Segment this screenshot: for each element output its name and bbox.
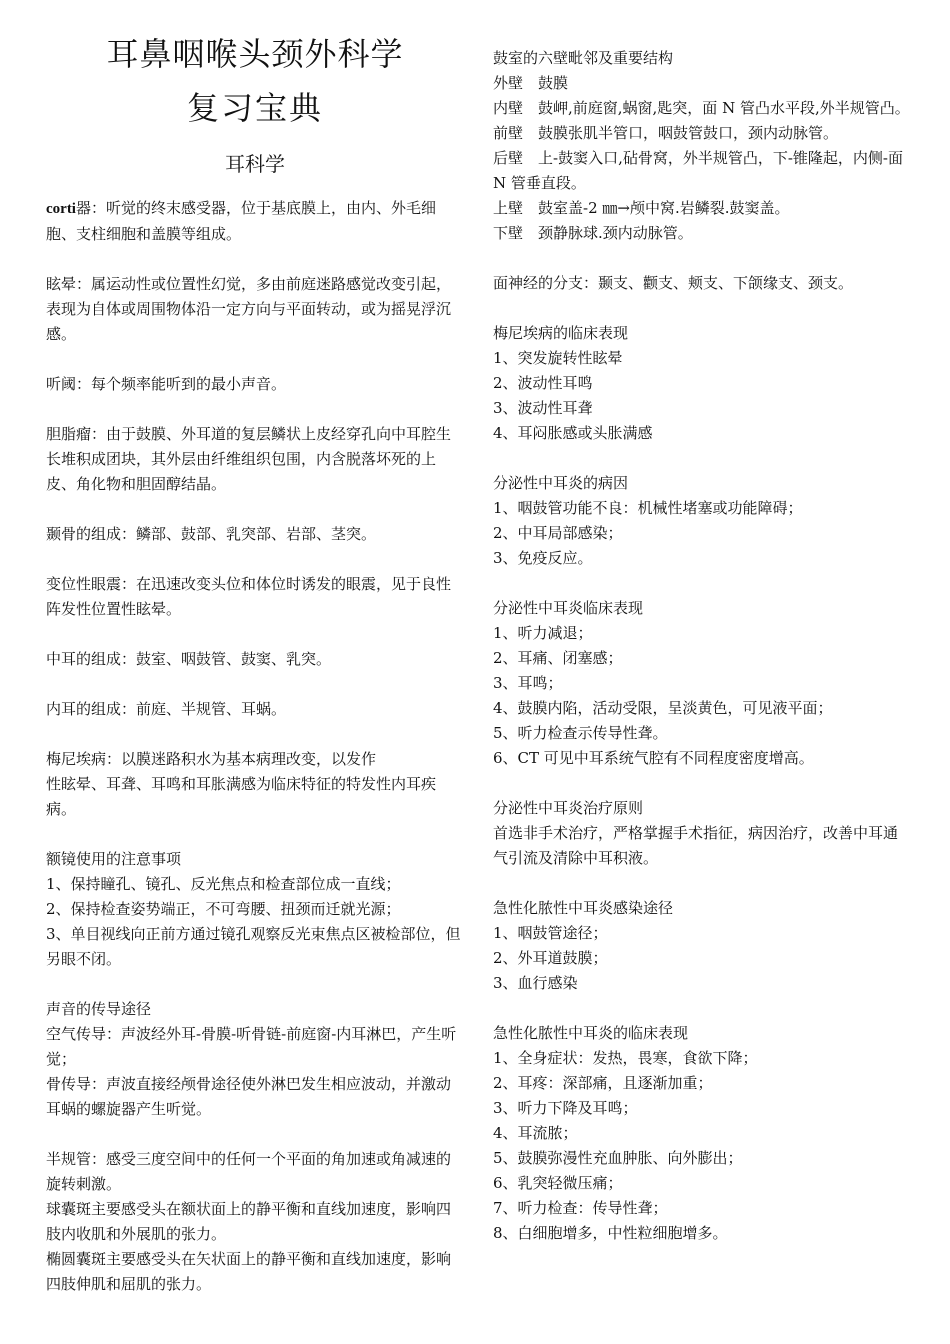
list-item: 内壁 鼓岬,前庭窗,蜗窗,匙突，面 N 管凸水平段,外半规管凸。 [493, 99, 910, 117]
list-item: 上壁 鼓室盖-2 ㎜→颅中窝.岩鳞裂.鼓窦盖。 [493, 199, 790, 217]
threshold-definition: 听阈：每个频率能听到的最小声音。 [46, 375, 287, 393]
list-item: 7、听力检查：传导性聋； [493, 1199, 668, 1217]
som-treatment-heading: 分泌性中耳炎治疗原则 [493, 799, 644, 817]
document-subtitle: 复习宝典 [186, 89, 323, 127]
vertigo-definition: 眩晕：属运动性或位置性幻觉，多由前庭迷路感觉改变引起，表现为自体或周围物体沿一定方向与平面转动，或为摇晃浮沉感。 [46, 275, 452, 343]
list-item: 外壁 鼓膜 [493, 74, 569, 92]
air-conduction: 空气传导：声波经外耳-骨膜-听骨链-前庭窗-内耳淋巴，产生听觉； [46, 1025, 457, 1068]
list-item: 4、耳流脓； [493, 1124, 578, 1142]
list-item: 3、单目视线向正前方通过镜孔观察反光束焦点区被检部位，但另眼不闭。 [46, 925, 461, 968]
inner-ear-parts: 内耳的组成：前庭、半规管、耳蜗。 [46, 700, 287, 718]
left-column [46, 196, 464, 1297]
list-item: 2、外耳道鼓膜； [493, 949, 608, 967]
list-item: 1、咽鼓管功能不良：机械性堵塞或功能障碍； [493, 499, 803, 517]
list-item: 5、鼓膜弥漫性充血肿胀、向外膨出； [493, 1149, 743, 1167]
document-title: 耳鼻咽喉头颈外科学 [106, 35, 404, 73]
list-item: 2、耳痛、闭塞感； [493, 649, 623, 667]
som-treatment-text: 首选非手术治疗，严格掌握手术指征，病因治疗，改善中耳通气引流及清除中耳积液。 [493, 824, 899, 867]
corti-term: corti [46, 201, 76, 217]
list-item: 3、听力下降及耳鸣； [493, 1099, 638, 1117]
som-clinical-heading: 分泌性中耳炎临床表现 [493, 599, 644, 617]
positional-nystagmus-definition: 变位性眼震：在迅速改变头位和体位时诱发的眼震，见于良性阵发性位置性眩晕。 [46, 575, 452, 618]
list-item: 4、耳闷胀感或头胀满感 [493, 424, 653, 442]
list-item: 2、波动性耳鸣 [493, 374, 593, 392]
list-item: 3、免疫反应。 [493, 549, 593, 567]
list-item: 3、血行感染 [493, 974, 578, 992]
list-item: 下壁 颈静脉球.颈内动脉管。 [493, 224, 693, 242]
list-item: 3、波动性耳聋 [493, 399, 593, 417]
list-item: 8、白细胞增多，中性粒细胞增多。 [493, 1224, 728, 1242]
facial-nerve-branches: 面神经的分支：颞支、颧支、颊支、下颌缘支、颈支。 [493, 274, 854, 292]
list-item: 1、全身症状：发热，畏寒，食欲下降； [493, 1049, 758, 1067]
list-item: 6、CT 可见中耳系统气腔有不同程度密度增高。 [493, 749, 814, 767]
tympanic-walls-heading: 鼓室的六壁毗邻及重要结构 [493, 49, 674, 67]
corti-definition [46, 196, 464, 247]
bone-conduction: 骨传导：声波直接经颅骨途径使外淋巴发生相应波动，并激动耳蜗的螺旋器产生听觉。 [46, 1075, 452, 1118]
right-column [493, 46, 911, 1246]
list-item: 1、突发旋转性眩晕 [493, 349, 623, 367]
saccule-definition: 球囊斑主要感受头在额状面上的静平衡和直线加速度，影响四肢内收肌和外展肌的张力。 [46, 1200, 452, 1243]
meniere-clinical-heading: 梅尼埃病的临床表现 [493, 324, 629, 342]
list-item: 6、乳突轻微压痛； [493, 1174, 623, 1192]
list-item: 前壁 鼓膜张肌半管口，咽鼓管鼓口，颈内动脉管。 [493, 124, 839, 142]
utricle-definition: 椭圆囊斑主要感受头在矢状面上的静平衡和直线加速度，影响四肢伸肌和屈肌的张力。 [46, 1250, 452, 1293]
list-item: 2、保持检查姿势端正，不可弯腰、扭颈而迁就光源； [46, 900, 401, 918]
temporal-bone-parts: 颞骨的组成：鳞部、鼓部、乳突部、岩部、茎突。 [46, 525, 377, 543]
list-item: 1、保持瞳孔、镜孔、反光焦点和检查部位成一直线； [46, 875, 401, 893]
list-item: 后壁 上-鼓窦入口,砧骨窝，外半规管凸，下-锥隆起，内侧-面 N 管垂直段。 [493, 149, 903, 192]
asom-clinical-heading: 急性化脓性中耳炎的临床表现 [493, 1024, 689, 1042]
meniere-definition-line2: 性眩晕、耳聋、耳鸣和耳胀满感为临床特征的特发性内耳疾病。 [46, 775, 437, 818]
section-title: 耳科学 [225, 152, 285, 176]
list-item: 4、鼓膜内陷，活动受限，呈淡黄色，可见液平面； [493, 699, 833, 717]
list-item: 2、中耳局部感染； [493, 524, 623, 542]
middle-ear-parts: 中耳的组成：鼓室、咽鼓管、鼓窦、乳突。 [46, 650, 332, 668]
sound-conduction-heading: 声音的传导途径 [46, 1000, 152, 1018]
list-item: 1、咽鼓管途径； [493, 924, 608, 942]
som-cause-heading: 分泌性中耳炎的病因 [493, 474, 629, 492]
list-item: 3、耳鸣； [493, 674, 563, 692]
asom-route-heading: 急性化脓性中耳炎感染途径 [493, 899, 674, 917]
semicircular-canal-definition: 半规管：感受三度空间中的任何一个平面的角加速或角减速的旋转刺激。 [46, 1150, 452, 1193]
meniere-definition-line1: 梅尼埃病：以膜迷路积水为基本病理改变，以发作 [46, 750, 377, 768]
list-item: 1、听力减退； [493, 624, 593, 642]
corti-text: 器：听觉的终末感受器，位于基底膜上，由内、外毛细胞、支柱细胞和盖膜等组成。 [46, 199, 436, 243]
list-item: 5、听力检查示传导性聋。 [493, 724, 668, 742]
mirror-heading: 额镜使用的注意事项 [46, 850, 182, 868]
cholesteatoma-definition: 胆脂瘤：由于鼓膜、外耳道的复层鳞状上皮经穿孔向中耳腔生长堆积成团块，其外层由纤维组织包围，内含脱落坏死的上皮、角化物和胆固醇结晶。 [46, 425, 452, 493]
list-item: 2、耳疼：深部痛，且逐渐加重； [493, 1074, 713, 1092]
